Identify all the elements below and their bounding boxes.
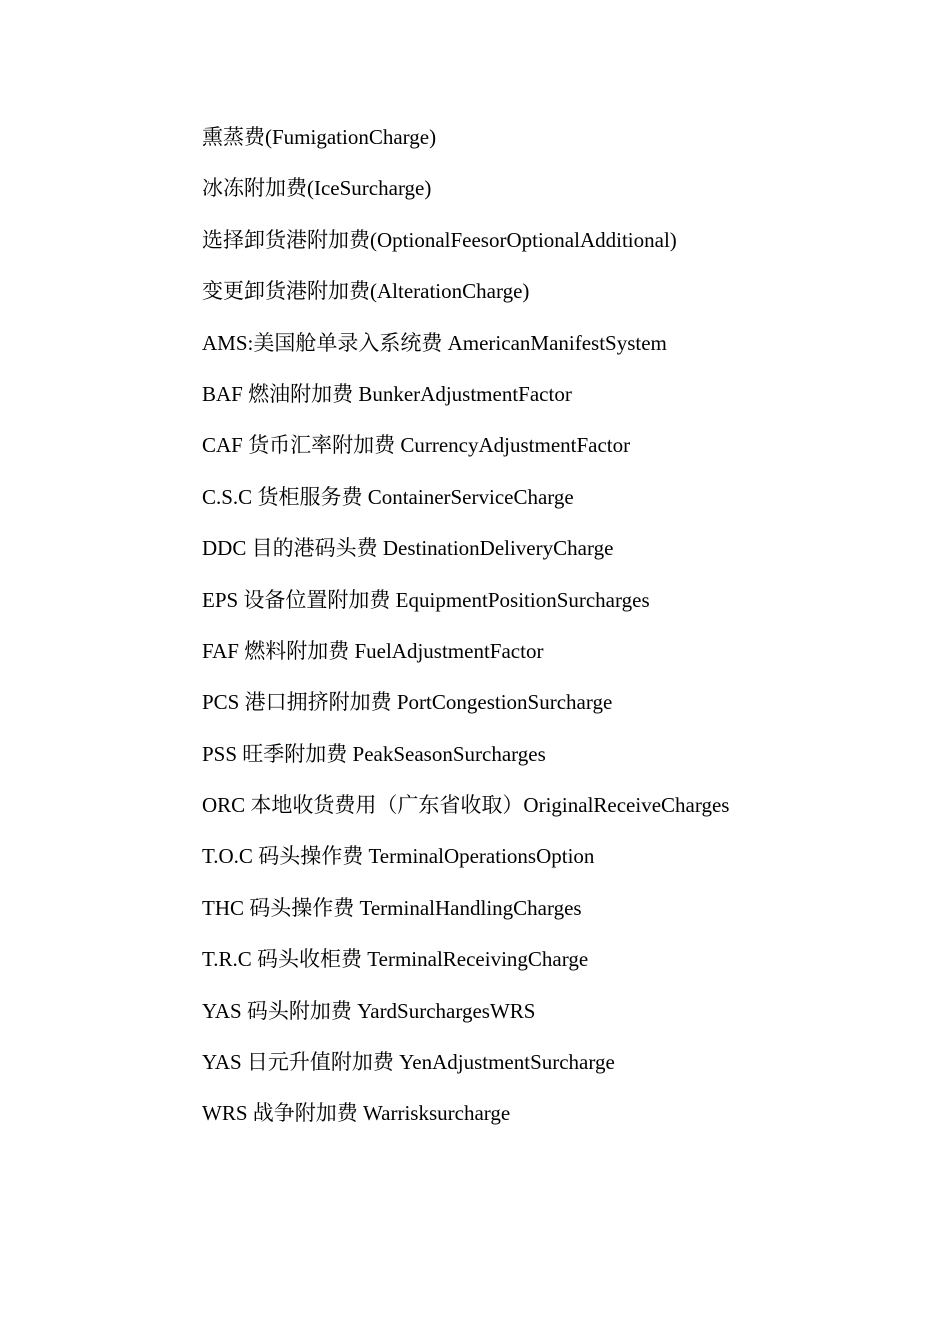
charge-line: FAF 燃料附加费 FuelAdjustmentFactor (202, 638, 544, 663)
charge-line: EPS 设备位置附加费 EquipmentPositionSurcharges (202, 587, 650, 612)
charge-list (202, 121, 902, 1149)
charge-line: T.R.C 码头收柜费 TerminalReceivingCharge (202, 947, 589, 972)
charge-line: AMS:美国舱单录入系统费 AmericanManifestSystem (202, 330, 667, 355)
charge-line: YAS 码头附加费 YardSurchargesWRS (202, 998, 536, 1023)
charge-line: WRS 战争附加费 Warrisksurcharge (202, 1101, 511, 1126)
charge-line: 熏蒸费(FumigationCharge) (202, 125, 437, 149)
charge-line: PSS 旺季附加费 PeakSeasonSurcharges (202, 741, 546, 766)
charge-line: 变更卸货港附加费(AlterationCharge) (202, 279, 530, 304)
charge-line: YAS 日元升值附加费 YenAdjustmentSurcharge (202, 1050, 615, 1075)
charge-line: BAF 燃油附加费 BunkerAdjustmentFactor (202, 381, 572, 406)
charge-line: T.O.C 码头操作费 TerminalOperationsOption (202, 844, 595, 869)
charge-line: 选择卸货港附加费(OptionalFeesorOptionalAdditional) (202, 227, 677, 252)
charge-line: 冰冻附加费(IceSurcharge) (202, 176, 432, 201)
charge-line: PCS 港口拥挤附加费 PortCongestionSurcharge (202, 690, 613, 715)
charge-line: DDC 目的港码头费 DestinationDeliveryCharge (202, 536, 614, 561)
charge-line: C.S.C 货柜服务费 ContainerServiceCharge (202, 484, 574, 509)
charge-line: THC 码头操作费 TerminalHandlingCharges (202, 895, 582, 920)
charge-line: CAF 货币汇率附加费 CurrencyAdjustmentFactor (202, 433, 631, 458)
charge-line: ORC 本地收货费用（广东省收取）OriginalReceiveCharges (202, 793, 730, 818)
